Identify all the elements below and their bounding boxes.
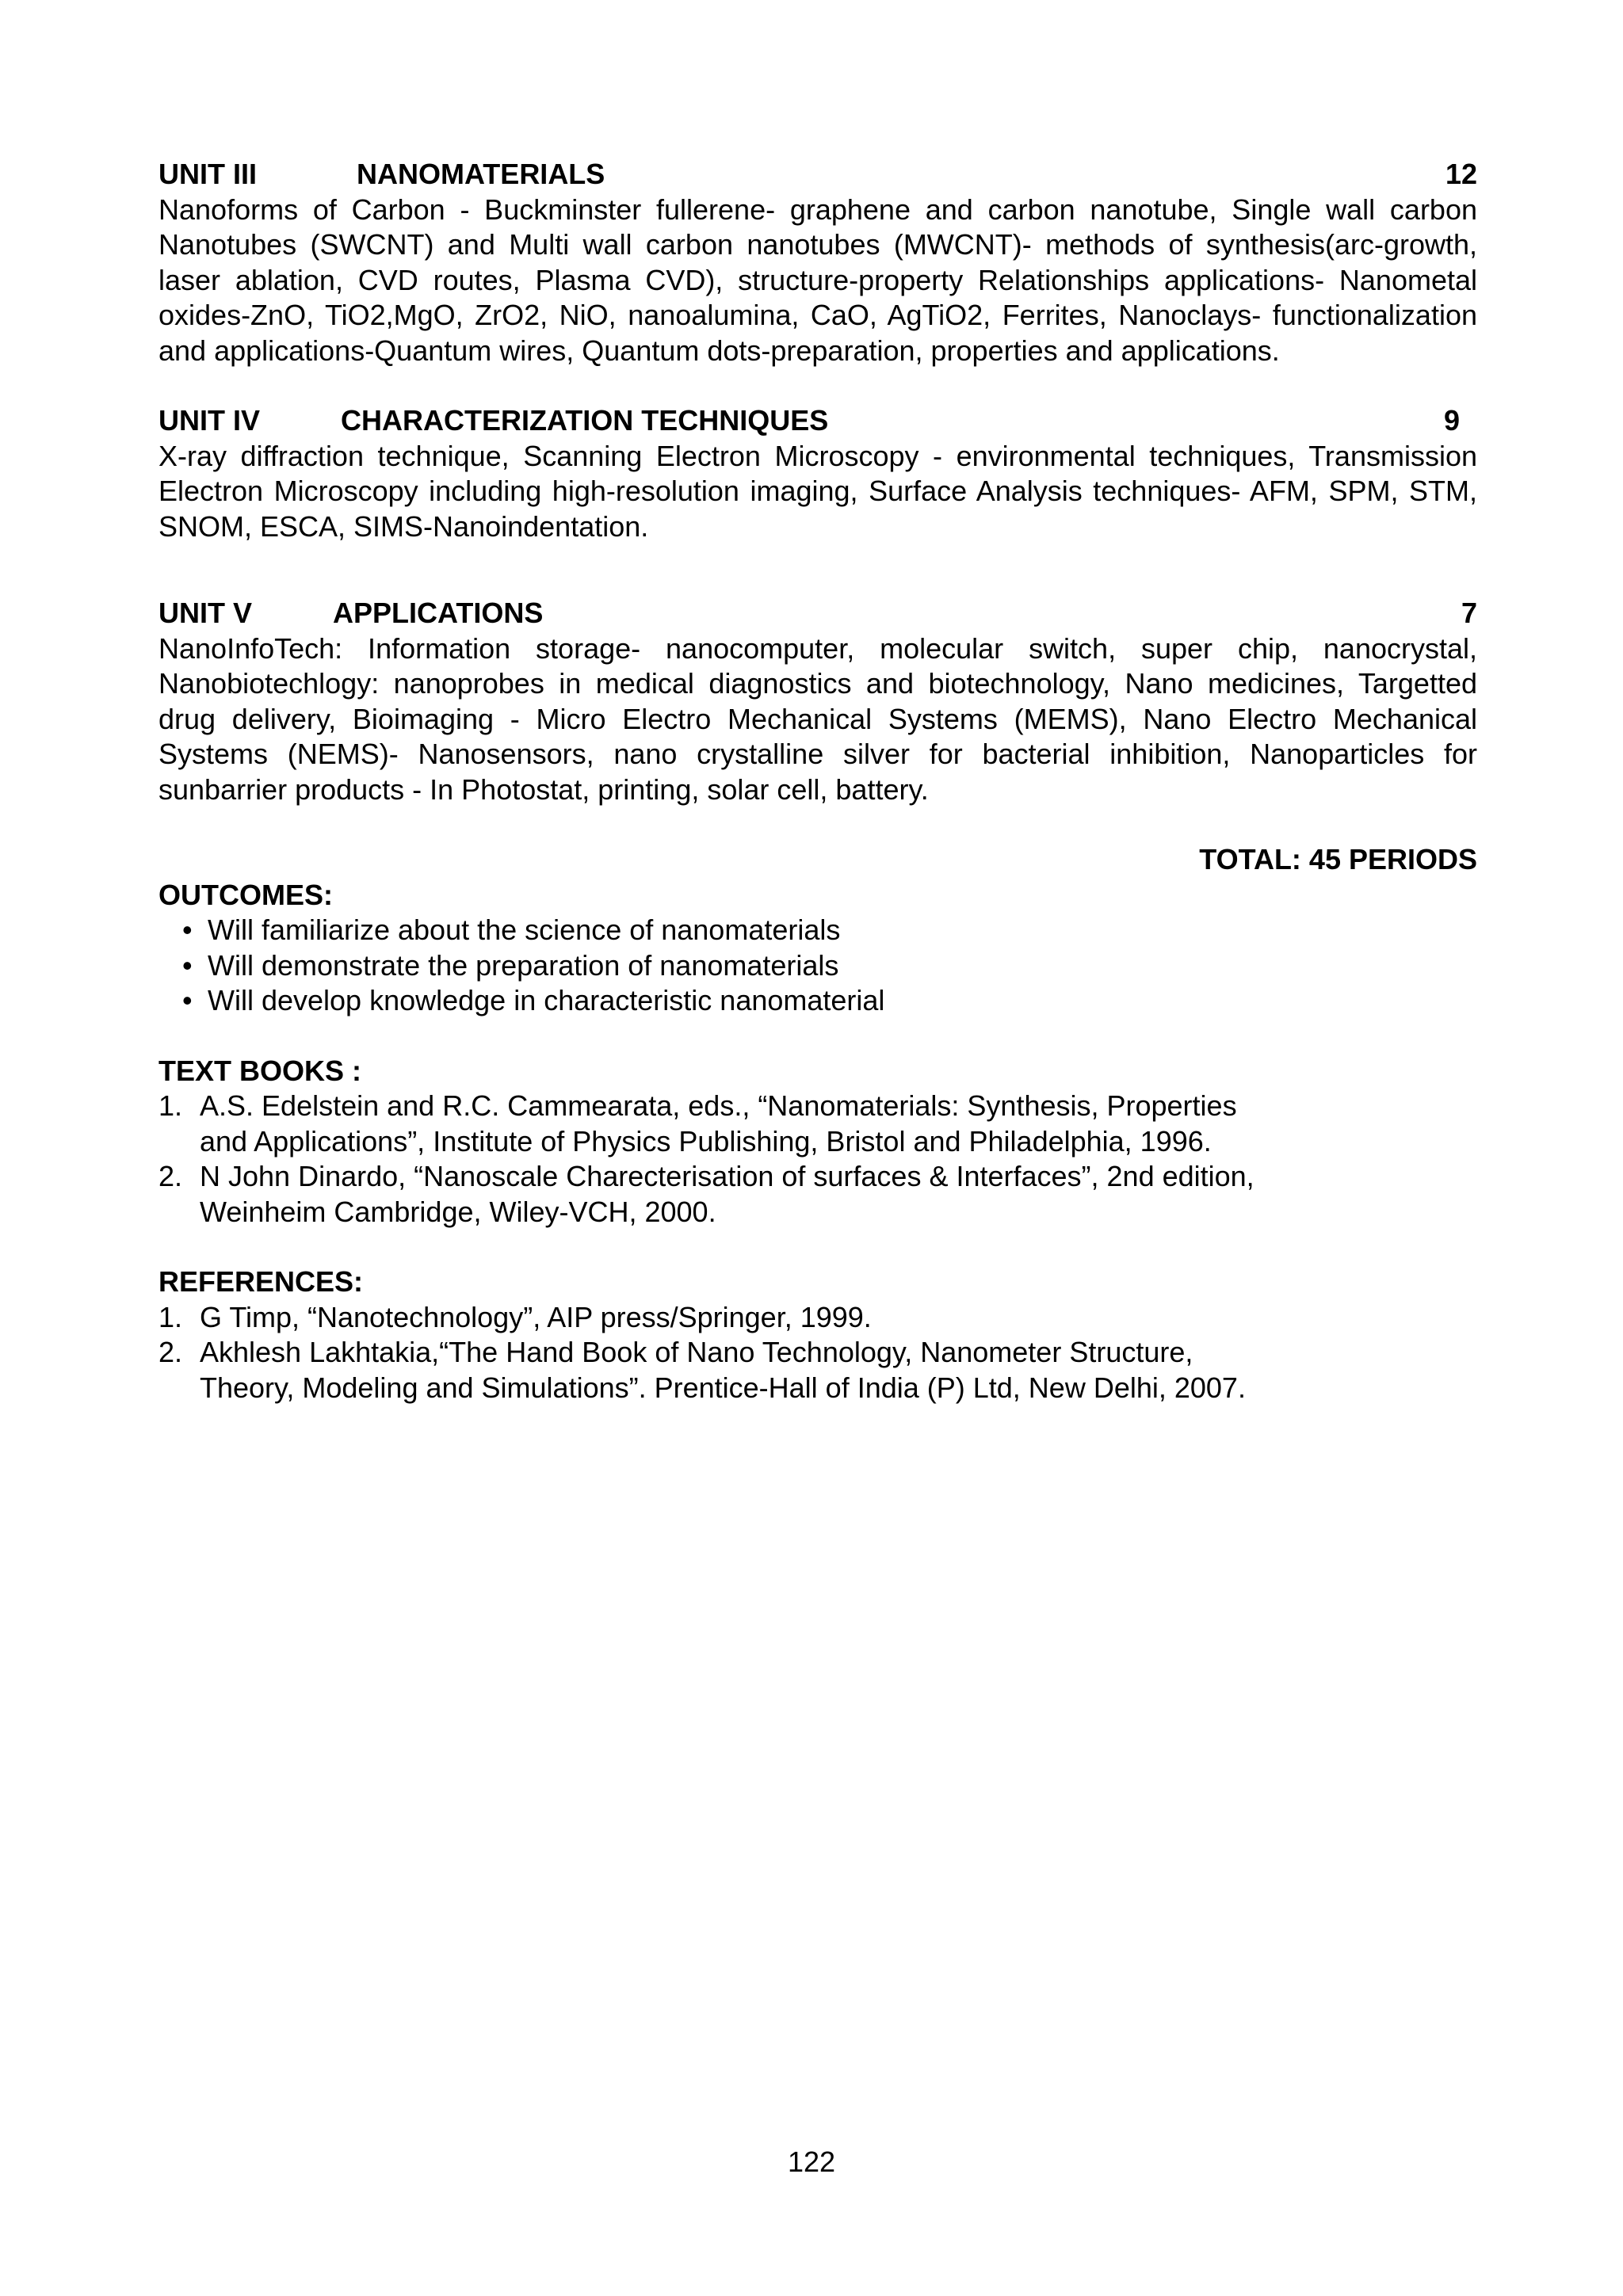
unit-5-label: UNIT V	[158, 597, 253, 629]
unit-3-body: Nanoforms of Carbon - Buckminster fullerene- graphene and carbon nanotube, Single wall carbon Nanotubes (SWCNT) and Multi wall carbon nanotubes (MWCNT)- methods of synthesis(arc-growth, laser ablation, CVD routes, Plasma CVD), structure-property Relationships applications- Nanometal oxides-ZnO, TiO2,MgO, ZrO2, NiO, nanoalumina, CaO, AgTiO2, Ferrites, Nanoclays- functionalization and applications-Quantum wires, Quantum dots-preparation, properties and applications.	[158, 193, 1477, 367]
book-entry-line: N John Dinardo, “Nanoscale Charecterisation of surfaces & Interfaces”, 2nd edition,	[200, 1160, 1254, 1192]
list-number: 2.	[158, 1336, 183, 1368]
unit-3-section	[158, 157, 1477, 368]
outcome-text: Will demonstrate the preparation of nanomaterials	[208, 948, 839, 982]
list-item	[158, 1089, 1477, 1159]
unit-5-heading	[158, 596, 1477, 631]
bullet-icon: •	[182, 913, 193, 946]
unit-5-title: APPLICATIONS	[333, 597, 544, 629]
reference-entry	[200, 1335, 1246, 1405]
unit-3-label: UNIT III	[158, 158, 257, 190]
references-heading: REFERENCES:	[158, 1265, 364, 1298]
unit-4-hours: 9	[1443, 404, 1460, 437]
text-books-heading: TEXT BOOKS :	[158, 1054, 362, 1087]
list-item	[158, 1335, 1477, 1405]
bullet-icon: •	[182, 984, 193, 1016]
book-entry	[200, 1159, 1254, 1230]
unit-3-hours: 12	[1445, 158, 1477, 190]
book-entry-line: A.S. Edelstein and R.C. Cammearata, eds., “Nanomaterials: Synthesis, Properties	[200, 1089, 1237, 1122]
list-item	[182, 948, 1477, 984]
unit-4-title: CHARACTERIZATION TECHNIQUES	[341, 404, 829, 437]
outcome-text: Will develop knowledge in characteristic nanomaterial	[208, 984, 885, 1016]
unit-4-section	[158, 403, 1477, 544]
list-item	[158, 1159, 1477, 1230]
list-item	[182, 983, 1477, 1019]
unit-4-body: X-ray diffraction technique, Scanning Electron Microscopy - environmental techniques, Transmission Electron Microscopy including high-resolution imaging, Surface Analysis techniques- AFM, SPM, STM, SNOM, ESCA, SIMS-Nanoindentation.	[158, 439, 1477, 543]
bullet-icon: •	[182, 948, 193, 982]
book-entry	[200, 1089, 1237, 1159]
reference-entry-line: G Timp, “Nanotechnology”, AIP press/Springer, 1999.	[200, 1300, 872, 1333]
unit-5-section	[158, 596, 1477, 807]
list-item	[182, 913, 1477, 948]
unit-4-heading	[158, 403, 1477, 439]
reference-entry	[200, 1300, 872, 1336]
reference-entry-line: Theory, Modeling and Simulations”. Prentice-Hall of India (P) Ltd, New Delhi, 2007.	[200, 1371, 1246, 1404]
page-number: 122	[787, 2145, 836, 2178]
list-number: 1.	[158, 1300, 183, 1333]
book-entry-line: Weinheim Cambridge, Wiley-VCH, 2000.	[200, 1195, 716, 1228]
text-books-list	[158, 1089, 1477, 1230]
references-list	[158, 1300, 1477, 1406]
list-item	[158, 1300, 1477, 1336]
reference-entry-line: Akhlesh Lakhtakia,“The Hand Book of Nano Technology, Nanometer Structure,	[200, 1336, 1193, 1368]
outcomes-list	[158, 913, 1477, 1019]
total-periods: TOTAL: 45 PERIODS	[1199, 843, 1477, 875]
unit-3-heading	[158, 157, 1477, 193]
list-number: 2.	[158, 1160, 183, 1192]
unit-4-label: UNIT IV	[158, 404, 261, 437]
list-number: 1.	[158, 1089, 183, 1122]
page-content	[158, 157, 1477, 1405]
unit-3-title: NANOMATERIALS	[357, 158, 605, 190]
outcome-text: Will familiarize about the science of nanomaterials	[208, 913, 841, 946]
outcomes-heading: OUTCOMES:	[158, 878, 333, 911]
unit-5-body: NanoInfoTech: Information storage- nanocomputer, molecular switch, super chip, nanocrystal, Nanobiotechlogy: nanoprobes in medical diagnostics and biotechnology, Nano medicines, Targetted drug delivery, Bioimaging - Micro Electro Mechanical Systems (MEMS), Nano Electro Mechanical Systems (NEMS)- Nanosensors, nano crystalline silver for bacterial inhibition, Nanoparticles for sunbarrier products - In Photostat, printing, solar cell, battery.	[158, 631, 1477, 806]
unit-5-hours: 7	[1461, 597, 1477, 629]
book-entry-line: and Applications”, Institute of Physics Publishing, Bristol and Philadelphia, 1996.	[200, 1124, 1212, 1158]
